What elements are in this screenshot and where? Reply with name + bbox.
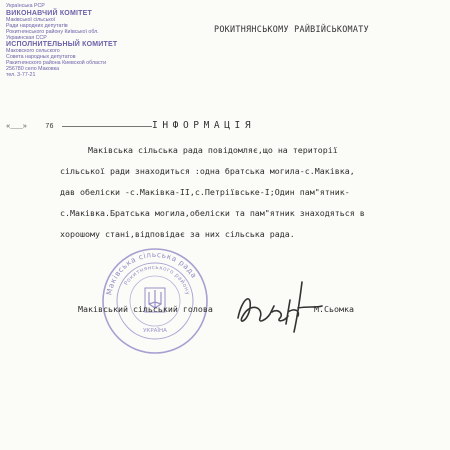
stamp-line: Українська РСР [6, 3, 45, 9]
stamp-line: тел. 3-77-21 [6, 71, 36, 78]
signatory-name: М.Сьомка [314, 304, 354, 314]
body-line: хорошому стані,відповідає за них сільська рада. [60, 229, 295, 239]
date-underline [62, 126, 152, 127]
addressee: РОКИТНЯНСЬКОМУ РАЙВІЙСЬКОМАТУ [214, 24, 369, 34]
stamp-line: Маківської сільської [6, 16, 56, 23]
stamp-line: Ракитнянского района Киевской области [6, 60, 107, 67]
letterhead-stamp [6, 4, 156, 79]
document-number: 76 [45, 123, 54, 131]
stamp-line: Украинская ССР [6, 34, 47, 41]
signatory-title: Маківський сільський голова [78, 304, 213, 314]
body-line: дав обеліски -с.Маківка-ІІ,с.Петріївське-І;Один пам"ятник- [60, 187, 350, 197]
stamp-line: Рокитнянського району Київської обл. [6, 28, 99, 35]
seal-inner-text: Рокитнянського району [123, 264, 191, 296]
stamp-line: ИСПОЛНИТЕЛЬНЫЙ КОМИТЕТ [6, 41, 118, 49]
seal-bottom-text: УКРАЇНА [143, 328, 167, 334]
stamp-line: ВИКОНАВЧИЙ КОМІТЕТ [6, 9, 92, 17]
stamp-line: Ради народних депутатів [6, 22, 68, 29]
stamp-line: 256780 село Маковка [6, 66, 60, 73]
seal-outer-text: Маківська сільська рада [104, 249, 199, 296]
stamp-line: Маковского сельского [6, 48, 60, 55]
stamp-line: Совета народных депутатов [6, 54, 76, 61]
round-seal-stamp [100, 246, 210, 356]
body-line: сільської ради знаходиться :одна братська могила-с.Маківка, [60, 166, 355, 176]
body-line: Маківська сільська рада повідомляє,що на території [88, 145, 338, 155]
body-line: с.Маківка.Братська могила,обеліски та пам"ятник знаходяться в [60, 208, 365, 218]
date-prefix: «___» [6, 123, 28, 131]
document-date-line [6, 123, 152, 131]
document-title: ІНФОРМАЦІЯ [152, 120, 256, 131]
document-body [60, 140, 446, 245]
